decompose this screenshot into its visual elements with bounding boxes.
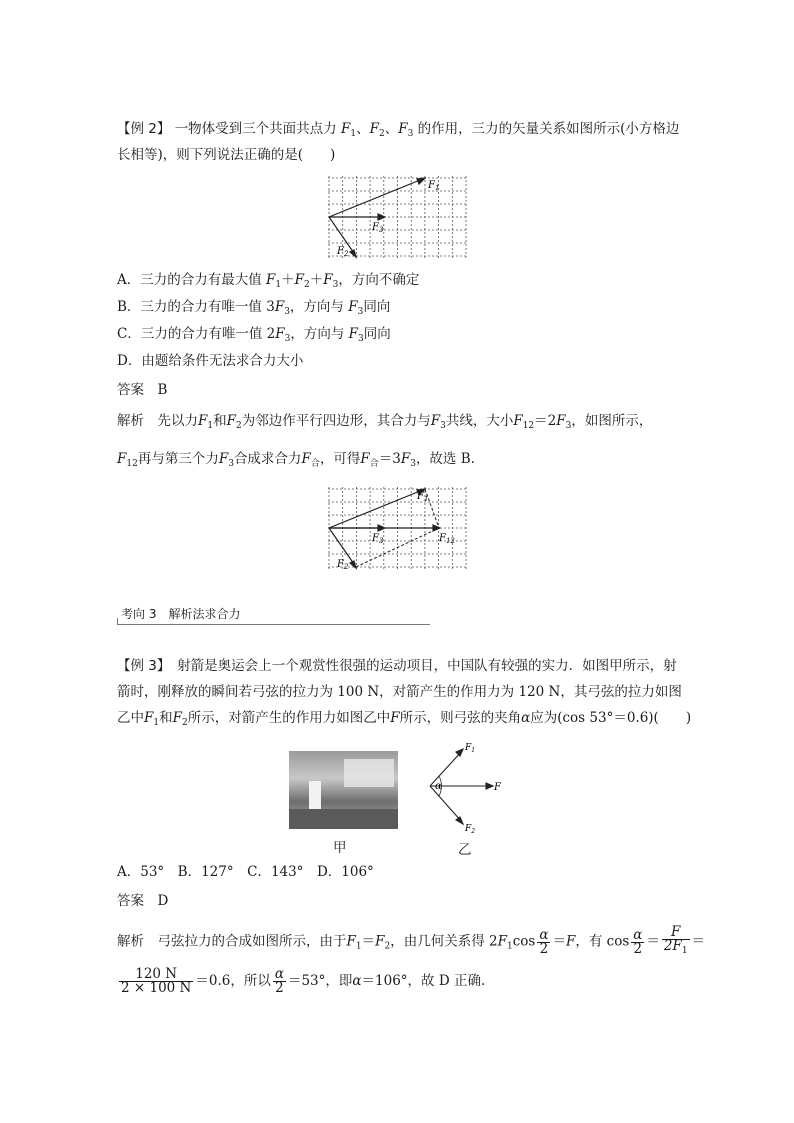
photo-banner [344, 759, 394, 787]
frac-alpha-2: $\frac{\alpha}{2}$ [539, 926, 549, 957]
example2-analysis-line1: 解析 先以力$F_1$和$F_2$为邻边作平行四边形，其合力与$F_3$共线，大小$F_{12}=2F_3$，如图所示， [117, 413, 653, 431]
option-d: D．由题给条件无法求合力大小 [117, 353, 304, 369]
example3-analysis-line1: 解析 弓弦拉力的合成如图所示，由于$F_1=F_2$，由几何关系得 $2F_1\cos$ $\frac{\alpha}{2}$ ＝F，有 cos $\frac{\alpha}{2}$ ＝ $\frac{F}{2F_1}$ ＝ [117, 924, 706, 957]
svg-text:F12: $F_{12}$ [439, 533, 455, 545]
example2-question-line1: 【例 2】 一物体受到三个共面共点力 $F_1$、$F_2$、$F_3$ 的作用，三力的矢量关系如图所示(小方格边 [117, 121, 680, 139]
force-diagram [425, 735, 515, 839]
svg-text:F1: $F_1$ [417, 491, 429, 503]
section-title: 考向 3 解析法求合力 [121, 607, 241, 621]
svg-text:F3: $F_3$ [372, 222, 384, 234]
example2-question-line2: 长相等)，则下列说法正确的是( ) [117, 147, 336, 163]
photo-caption: 甲 [333, 840, 347, 856]
diagram-caption: 乙 [458, 842, 472, 858]
frac-alpha-2b: $\frac{\alpha}{2}$ [633, 926, 643, 957]
example3-options: A．53° B．127° C．143° D．106° [117, 864, 374, 880]
example3-line2: 箭时，刚释放的瞬间若弓弦的拉力为 100 N，对箭产生的作用力为 120 N，其弓弦的拉力如图 [117, 684, 682, 700]
example3-answer: 答案 D [117, 893, 169, 909]
question-text: 的作用，三力的矢量关系如图所示(小方格边 [417, 121, 680, 137]
example3-line3: 乙中$F_1$和$F_2$所示，对箭产生的作用力如图乙中F所示，则弓弦的夹角α应为(cos 53°＝0.6)( ) [117, 710, 692, 728]
force-grid-figure-2 [328, 487, 468, 571]
example3-line1: 【例 3】 射箭是奥运会上一个观赏性很强的运动项目，中国队有较强的实力．如图甲所示，射 [117, 658, 677, 674]
section-header [117, 603, 430, 627]
example3-analysis-line2: $\frac{120 N}{2 \times 100 N}$ ＝0.6，所以 $\frac{\alpha}{2}$ ＝53°，即α＝106°，故 D 正确. [121, 966, 486, 996]
example2-answer: 答案 B [117, 382, 168, 398]
question-text: 一物体受到三个共面共点力 [174, 121, 337, 137]
svg-text:F2: $F_2$ [465, 824, 476, 835]
svg-text:F2: $F_2$ [337, 246, 349, 258]
section-rule [117, 624, 430, 625]
frac-120-200: $\frac{120 N}{2 \times 100 N}$ [121, 966, 192, 996]
frac-F-2F1: $\frac{F}{2F_1}$ [663, 924, 688, 956]
section-rule-tick [117, 618, 118, 625]
option-c: C．三力的合力有唯一值 $2F_3$，方向与 $F_3$同向 [117, 326, 391, 344]
photo-ground [289, 809, 398, 829]
option-a: A．三力的合力有最大值 $F_1+F_2+F_3$，方向不确定 [117, 272, 420, 290]
example2-analysis-line2: $F_{12}$再与第三个力$F_3$合成求合力$F_合$，可得$F_合=3F_3$，故选 B. [117, 451, 475, 469]
frac-alpha-2c: $\frac{\alpha}{2}$ [274, 966, 284, 996]
svg-text:F3: $F_3$ [372, 533, 384, 545]
svg-text:F1: $F_1$ [428, 180, 440, 192]
archery-photo [289, 751, 398, 829]
svg-text:F2: $F_2$ [337, 559, 349, 571]
force-grid-figure-1 [328, 176, 468, 260]
svg-text:F: F [494, 782, 501, 793]
option-b: B．三力的合力有唯一值 $3F_3$，方向与 $F_3$同向 [117, 299, 391, 317]
example2-tag: 【例 2】 [117, 121, 171, 137]
svg-text:F1: $F_1$ [465, 743, 476, 754]
svg-text:α: α [435, 781, 442, 792]
